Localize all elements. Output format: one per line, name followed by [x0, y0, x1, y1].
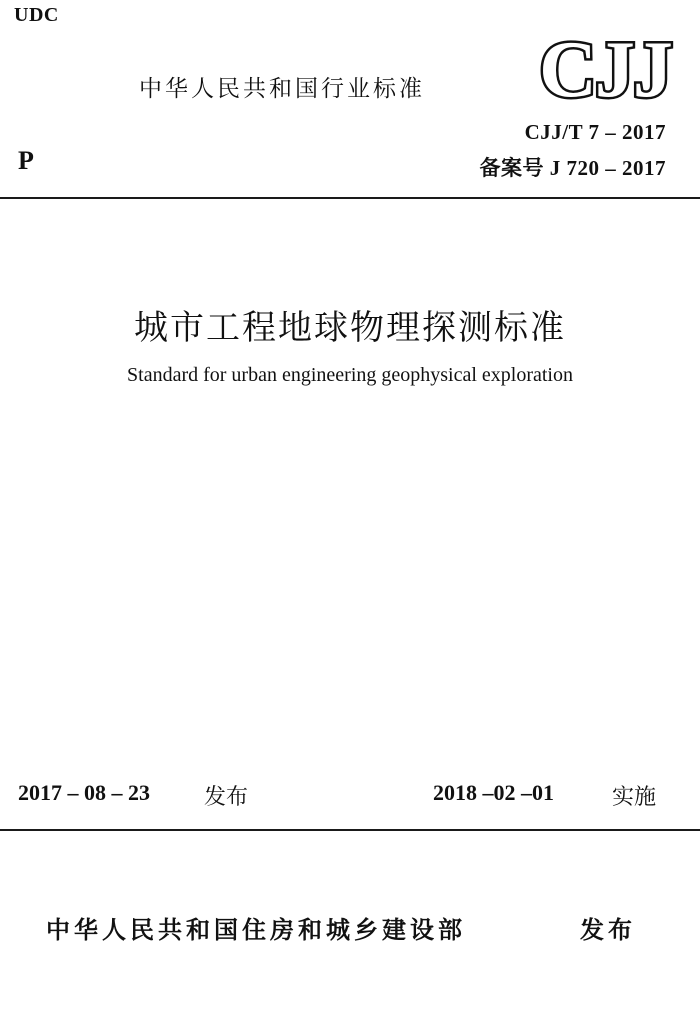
title-english: Standard for urban engineering geophysical exploration	[127, 364, 573, 386]
implementation-date: 2018 –02 –01	[433, 780, 554, 805]
udc-label: UDC	[14, 4, 59, 26]
industry-standard-heading: 中华人民共和国行业标准	[139, 76, 425, 102]
svg-text:CJJ: CJJ	[539, 30, 671, 106]
publish-label: 发布	[580, 916, 636, 944]
record-number: 备案号 J 720 – 2017	[479, 156, 666, 180]
cjj-logo	[536, 30, 674, 106]
implementation-label: 实施	[612, 785, 657, 810]
bottom-divider	[0, 829, 700, 831]
title-chinese: 城市工程地球物理探测标准	[134, 310, 566, 347]
standard-number: CJJ/T 7 – 2017	[524, 120, 666, 144]
top-divider	[0, 197, 700, 199]
publisher-name: 中华人民共和国住房和城乡建设部	[46, 916, 466, 944]
category-letter: P	[18, 146, 34, 175]
issue-date: 2017 – 08 – 23	[18, 780, 150, 805]
issue-label: 发布	[204, 785, 249, 810]
